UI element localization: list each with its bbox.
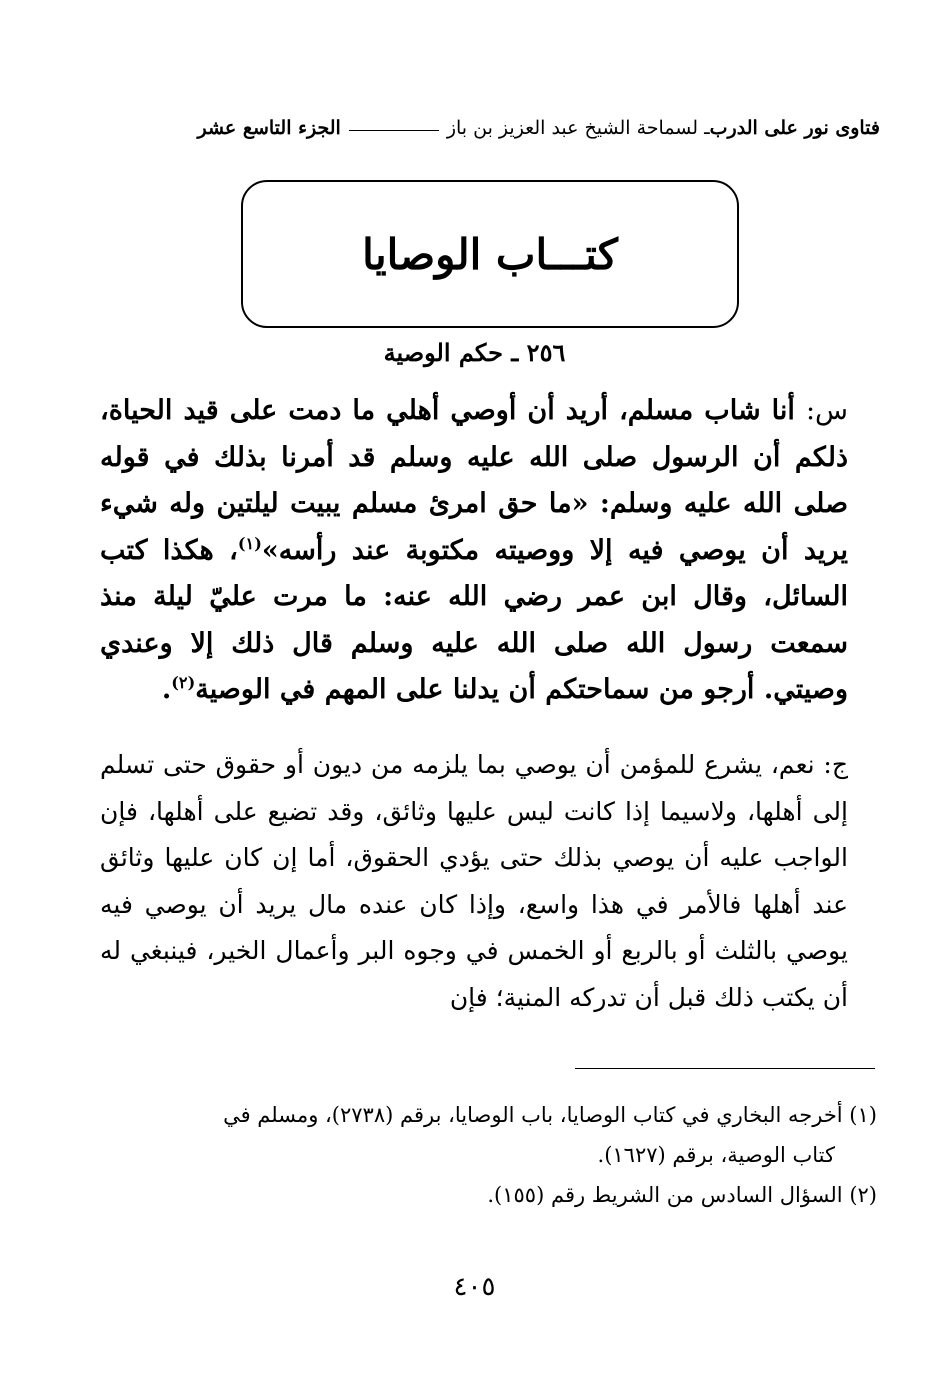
question-text-part-2: ، هكذا كتب السائل، وقال ابن عمر رضي الله عنه: ما مرت عليّ ليلة منذ سمعت رسول الله صلى الله عليه وسلم قال ذلك إلا وعندي وصيتي. أرجو من سماحتكم أن يدلنا على المهم في الوصية [100, 534, 848, 705]
chapter-title-box [241, 180, 739, 328]
question-marker: س: [805, 395, 848, 426]
footnote-ref-1[interactable]: (١) [237, 533, 262, 553]
footnote-1-line-1: (١) أخرجه البخاري في كتاب الوصايا، باب الوصايا، برقم (٢٧٣٨)، ومسلم في [223, 1103, 877, 1127]
section-heading: ٢٥٦ ـ حكم الوصية [383, 338, 566, 367]
volume-part: الجزء التاسع عشر [197, 117, 341, 139]
question-text-part-1: أنا شاب مسلم، أريد أن أوصي أهلي ما دمت على قيد الحياة، ذلكم أن الرسول صلى الله عليه وسلم قد أمرنا بذلك في قوله صلى الله عليه وسلم: «ما حق امرئ مسلم يبيت ليلتين وله شيء يريد أن يوصي فيه إلا ووصيته مكتوبة عند رأسه» [100, 395, 848, 566]
header-rule [349, 130, 439, 131]
answer-text: نعم، يشرع للمؤمن أن يوصي بما يلزمه من ديون أو حقوق حتى تسلم إلى أهلها، ولاسيما إذا كانت ليس عليها وثائق، وقد تضيع على أهلها، فإن الواجب عليه أن يوصي بذلك حتى يؤدي الحقوق، أما إن كان عليها وثائق عند أهلها فالأمر في هذا واسع، وإذا كان عنده مال يريد أن يوصي فيه يوصي بالثلث أو بالربع أو الخمس في وجوه البر وأعمال الخير، فينبغي له أن يكتب ذلك قبل أن تدركه المنية؛ فإن [100, 750, 848, 1012]
page-number: ٤٠٥ [453, 1272, 496, 1302]
answer-marker: ج: [823, 750, 848, 779]
footnote-1-line-2: كتاب الوصية، برقم (١٦٢٧). [597, 1143, 835, 1167]
answer-paragraph [100, 742, 848, 1021]
footnote-2-line-1: (٢) السؤال السادس من الشريط رقم (١٥٥). [487, 1183, 877, 1207]
author-line: ـ لسماحة الشيخ عبد العزيز بن باز [446, 117, 710, 139]
question-paragraph [100, 388, 848, 714]
question-text-end: . [161, 674, 172, 705]
footnotes [105, 1095, 877, 1215]
chapter-title: كتـــاب الوصايا [362, 229, 618, 279]
footnote-separator [575, 1068, 875, 1069]
footnote-ref-2[interactable]: (٢) [171, 673, 196, 692]
book-title: فتاوى نور على الدرب [709, 117, 880, 139]
running-header [118, 108, 880, 148]
